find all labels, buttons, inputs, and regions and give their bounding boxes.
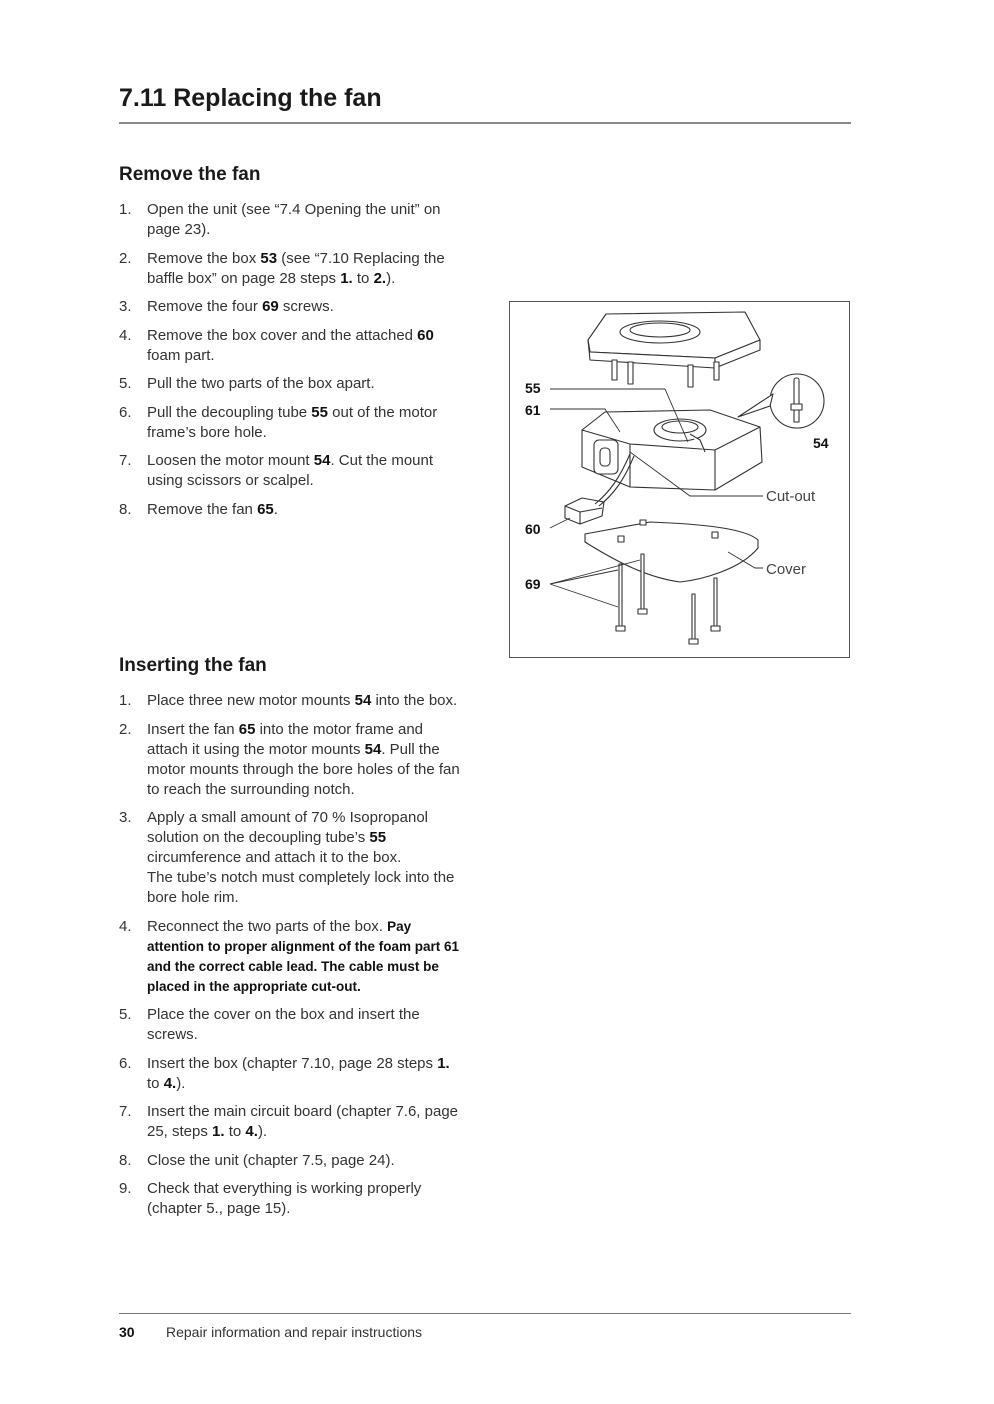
callout-60: 60 — [525, 521, 541, 537]
step-number: 6. — [119, 1054, 132, 1072]
list-item — [119, 451, 464, 491]
step-text: ). — [386, 269, 396, 287]
step-number: 3. — [119, 809, 132, 826]
insert-steps-list — [119, 691, 464, 1228]
step-text: out of the motor frame’s bore hole. — [147, 403, 438, 441]
list-item — [119, 1102, 464, 1142]
callout-61: 61 — [525, 402, 541, 418]
step-text: into the box. — [371, 692, 458, 709]
step-number: 2. — [119, 720, 132, 738]
step-text: into the motor frame and attach it using the motor mounts — [147, 720, 424, 758]
motor-mount-detail-drawing — [738, 374, 824, 428]
part-reference: 69 — [262, 298, 279, 315]
list-item — [119, 249, 464, 289]
step-text: The tube’s notch must completely lock into the bore hole rim. — [147, 869, 455, 906]
step-text: circumference and attach it to the box. — [147, 849, 402, 866]
callout-54: 54 — [813, 435, 829, 451]
step-text: Insert the main circuit board (chapter 7.6, page 25, steps — [147, 1103, 459, 1140]
part-reference: 54 — [313, 452, 331, 469]
part-reference: 54 — [364, 740, 382, 758]
step-text: (see “7.10 Replacing the baffle box” on page 28 steps — [147, 249, 445, 287]
step-text: Remove the box — [147, 249, 261, 267]
step-text: Remove the four — [147, 298, 263, 315]
callout-cutout: Cut-out — [766, 488, 816, 505]
list-item — [119, 808, 464, 908]
step-number: 4. — [119, 917, 132, 935]
step-text: Insert the box (chapter 7.10, page 28 steps — [147, 1054, 438, 1072]
part-reference: 4. — [163, 1074, 177, 1092]
part-reference: 1. — [437, 1054, 450, 1072]
step-text: Pull the two parts of the box apart. — [147, 375, 375, 392]
step-number: 7. — [119, 452, 132, 469]
step-text: . Pull the motor mounts through the bore holes of the fan to reach the surrounding notch. — [147, 740, 460, 798]
step-text: Place the cover on the box and insert the screws. — [147, 1006, 420, 1043]
list-item — [119, 691, 464, 711]
step-number: 8. — [119, 500, 132, 518]
step-text: ). — [257, 1123, 268, 1140]
step-text: Remove the fan — [147, 500, 258, 518]
list-item — [119, 500, 464, 520]
title-divider — [119, 122, 851, 124]
part-reference: 1. — [212, 1123, 225, 1140]
step-text: Close the unit (chapter 7.5, page 24). — [147, 1151, 395, 1169]
step-text: to — [147, 1074, 164, 1092]
list-item — [119, 403, 464, 443]
step-text: . Cut the mount using scissors or scalpel. — [147, 452, 434, 489]
step-number: 5. — [119, 1006, 132, 1023]
footer-divider — [119, 1313, 851, 1314]
step-text: Apply a small amount of 70 % Isopropanol solution on the decoupling tube’s — [147, 809, 428, 846]
part-reference: 55 — [311, 403, 328, 421]
step-text: Remove the box cover and the attached — [147, 326, 418, 344]
step-text: foam part. — [147, 346, 215, 364]
step-text: . — [273, 500, 278, 518]
step-number: 1. — [119, 692, 132, 709]
part-reference: 65 — [257, 500, 274, 518]
part-reference: 54 — [354, 692, 372, 709]
step-text: Check that everything is working properly (chapter 5., page 15). — [147, 1180, 422, 1217]
step-number: 1. — [119, 201, 132, 218]
step-note: Pay attention to proper alignment of the foam part 61 and the correct cable lead. The cable must be placed in the appropriate cut-out. — [147, 918, 460, 994]
box-lid-drawing — [588, 312, 760, 387]
step-number: 5. — [119, 375, 132, 392]
list-item — [119, 1179, 464, 1219]
list-item — [119, 1054, 464, 1094]
step-number: 7. — [119, 1103, 132, 1120]
footer-page-number: 30 — [119, 1324, 135, 1340]
part-reference: 2. — [373, 269, 387, 287]
step-text: ). — [176, 1074, 186, 1092]
footer-running-title: Repair information and repair instructions — [166, 1324, 423, 1340]
part-reference: 4. — [245, 1123, 258, 1140]
step-text: to — [352, 269, 374, 287]
remove-steps-list — [119, 200, 464, 528]
step-text: Reconnect the two parts of the box. — [147, 917, 388, 935]
list-item — [119, 917, 464, 997]
list-item — [119, 374, 464, 394]
cover-plate-drawing — [585, 520, 758, 582]
step-number: 8. — [119, 1151, 132, 1169]
box-body-drawing — [582, 410, 762, 490]
callout-cover: Cover — [766, 561, 807, 578]
step-text: to — [224, 1123, 246, 1140]
step-number: 4. — [119, 326, 132, 344]
step-number: 9. — [119, 1180, 132, 1197]
list-item — [119, 1005, 464, 1045]
step-number: 6. — [119, 403, 132, 421]
fan-exploded-drawing — [510, 302, 851, 659]
part-reference: 55 — [369, 829, 387, 846]
list-item — [119, 326, 464, 366]
step-text: Open the unit (see “7.4 Opening the unit” on page 23). — [147, 201, 441, 238]
step-text: Insert the fan — [147, 720, 239, 738]
list-item — [119, 200, 464, 240]
insert-heading: Inserting the fan — [119, 655, 267, 676]
step-text: Place three new motor mounts — [147, 692, 355, 709]
list-item — [119, 297, 464, 317]
part-reference: 65 — [238, 720, 256, 738]
step-text: screws. — [278, 298, 334, 315]
remove-heading: Remove the fan — [119, 164, 261, 185]
step-text: Loosen the motor mount — [147, 452, 314, 469]
page-title: 7.11 Replacing the fan — [119, 84, 382, 112]
step-number: 3. — [119, 298, 132, 315]
list-item — [119, 720, 464, 800]
fan-assembly-figure — [509, 301, 850, 658]
list-item — [119, 1151, 464, 1171]
part-reference: 60 — [417, 326, 434, 344]
part-reference: 1. — [340, 269, 353, 287]
callout-55: 55 — [525, 380, 541, 396]
step-text: Pull the decoupling tube — [147, 403, 312, 421]
part-reference: 53 — [260, 249, 278, 267]
step-number: 2. — [119, 249, 132, 267]
callout-69: 69 — [525, 576, 541, 592]
